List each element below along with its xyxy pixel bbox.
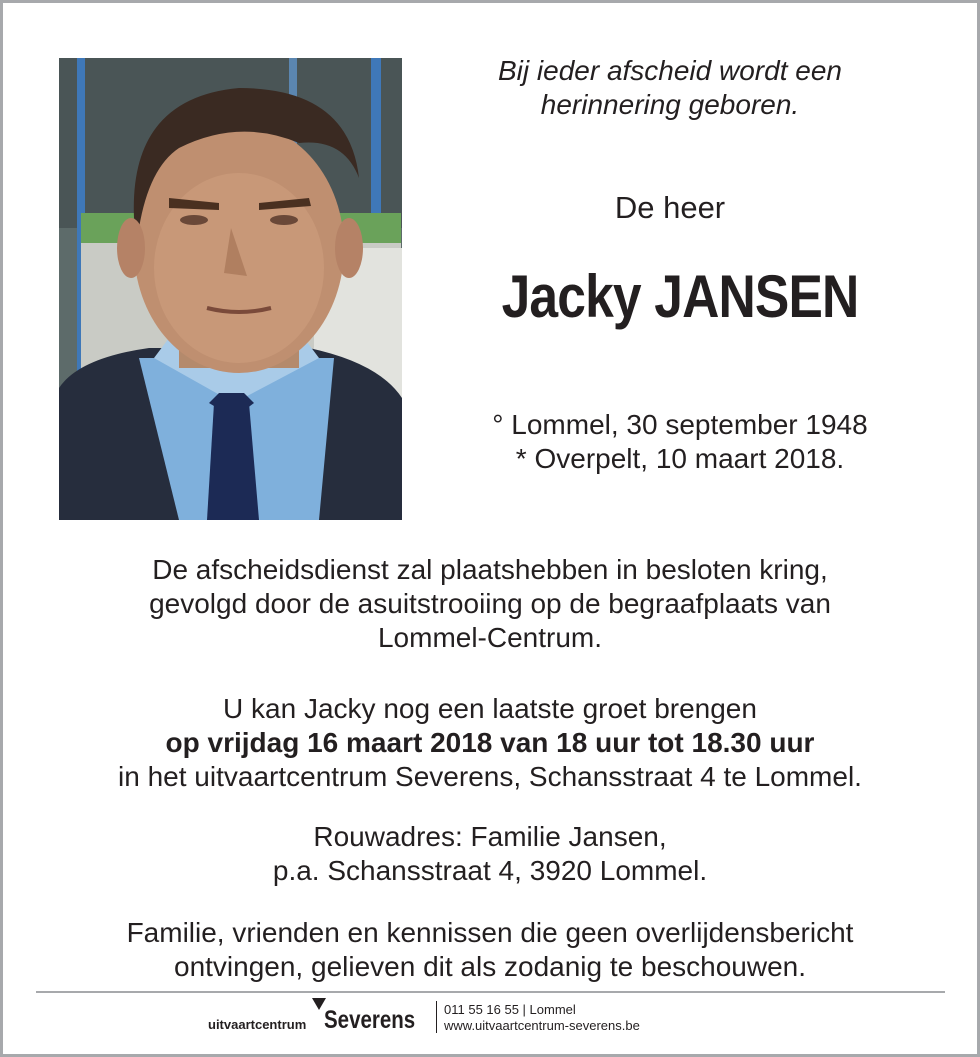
address-line: Rouwadres: Familie Jansen, bbox=[313, 821, 667, 852]
notice-line: ontvingen, gelieven dit als zodanig te beschouwen. bbox=[174, 951, 806, 982]
notice-paragraph bbox=[40, 916, 940, 984]
brand-name: Severens bbox=[324, 1006, 416, 1034]
mourning-address bbox=[40, 820, 940, 888]
notice-line: Familie, vrienden en kennissen die geen overlijdensbericht bbox=[126, 917, 854, 948]
quote-line: Bij ieder afscheid wordt een bbox=[498, 55, 842, 86]
memorial-quote bbox=[440, 54, 900, 122]
service-line: De afscheidsdienst zal plaatshebben in besloten kring, bbox=[152, 554, 828, 585]
portrait-illustration bbox=[59, 58, 402, 520]
footer-separator bbox=[436, 1001, 437, 1033]
life-dates bbox=[440, 408, 920, 476]
address-line: p.a. Schansstraat 4, 3920 Lommel. bbox=[272, 855, 708, 886]
brand-prefix: uitvaartcentrum bbox=[208, 1017, 307, 1032]
contact-info bbox=[444, 1002, 640, 1034]
phone-location: 011 55 16 55 | Lommel bbox=[444, 1002, 576, 1017]
visitation-paragraph bbox=[40, 692, 940, 794]
service-line: gevolgd door de asuitstrooiing op de begraafplaats van bbox=[149, 588, 831, 619]
salutation: De heer bbox=[614, 190, 726, 225]
death-date: * Overpelt, 10 maart 2018. bbox=[515, 443, 845, 474]
visitation-datetime: op vrijdag 16 maart 2018 van 18 uur tot 18.30 uur bbox=[165, 727, 815, 758]
service-line: Lommel-Centrum. bbox=[377, 622, 603, 653]
birth-date: ° Lommel, 30 september 1948 bbox=[492, 409, 868, 440]
quote-line: herinnering geboren. bbox=[540, 89, 800, 120]
visitation-line: U kan Jacky nog een laatste groet brengen bbox=[223, 693, 757, 724]
website-link[interactable]: www.uitvaartcentrum-severens.be bbox=[444, 1018, 640, 1033]
service-paragraph bbox=[40, 553, 940, 655]
deceased-name: Jacky JANSEN bbox=[501, 263, 859, 330]
footer-divider-line bbox=[36, 991, 945, 993]
portrait-photo bbox=[59, 58, 402, 520]
visitation-location: in het uitvaartcentrum Severens, Schansstraat 4 te Lommel. bbox=[118, 761, 862, 792]
